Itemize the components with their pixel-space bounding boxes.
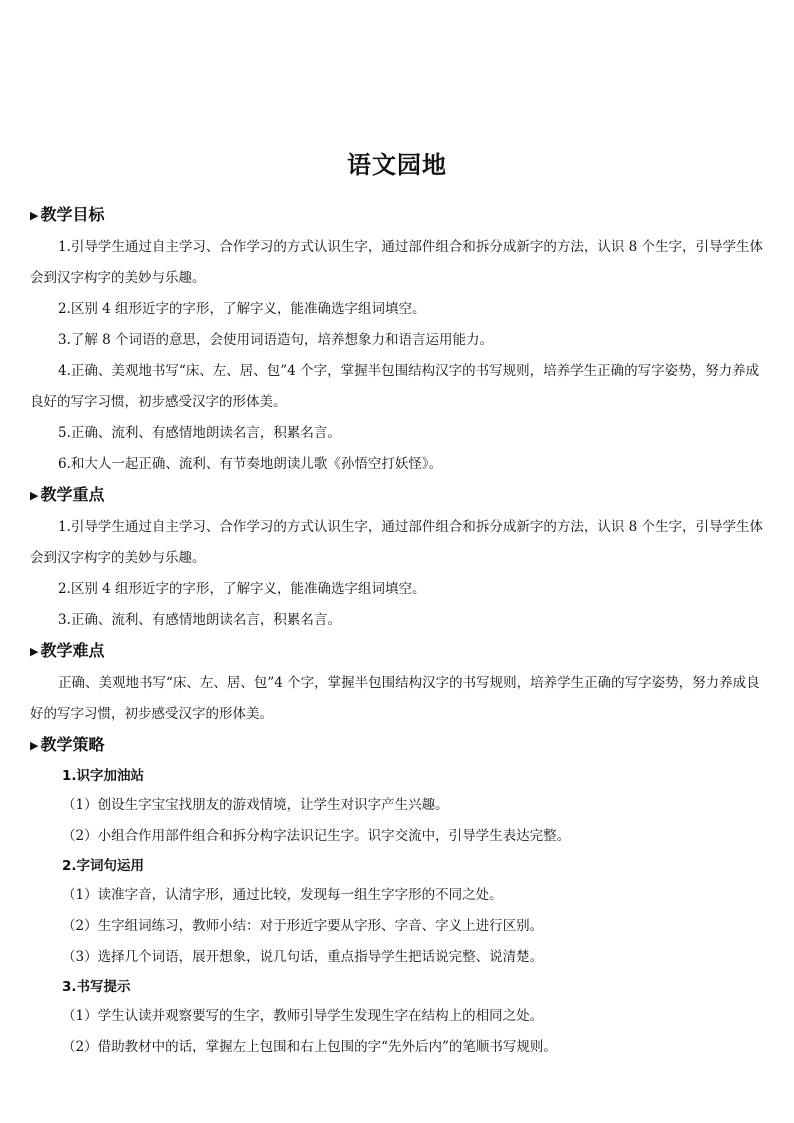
section-heading-strategy	[30, 734, 765, 758]
triangle-bullet-icon: ▶	[30, 645, 39, 658]
triangle-bullet-icon: ▶	[30, 489, 39, 502]
keypoint-item-1: 1.引导学生通过自主学习、合作学习的方式认识生字，通过部件组合和拆分成新字的方法，认识 8 个生字，引导学生体会到汉字构字的美妙与乐趣。	[30, 519, 764, 566]
strategy-item: （1）学生认读并观察要写的生字，教师引导学生发现生字在结构上的相同之处。	[62, 1008, 544, 1024]
section-heading-text: 教学目标	[40, 205, 105, 224]
strategy-item: （1）读准字音，认清字形，通过比较，发现每一组生字字形的不同之处。	[62, 887, 503, 903]
section-heading-keypoints	[30, 484, 765, 508]
goal-item-1: 1.引导学生通过自主学习、合作学习的方式认识生字，通过部件组合和拆分成新字的方法，认识 8 个生字，引导学生体会到汉字构字的美妙与乐趣。	[30, 239, 764, 286]
strategy-group-title-1: 1.识字加油站	[62, 768, 145, 784]
goal-item-6: 6.和大人一起正确、流利、有节奏地朗读儿歌《孙悟空打妖怪》。	[58, 456, 443, 472]
triangle-bullet-icon: ▶	[30, 209, 39, 222]
goal-item-3: 3.了解 8 个词语的意思，会使用词语造句，培养想象力和语言运用能力。	[58, 332, 494, 348]
section-heading-text: 教学策略	[40, 735, 105, 754]
keypoint-item-3: 3.正确、流利、有感情地朗读名言，积累名言。	[58, 612, 341, 628]
strategy-item: （2）生字组词练习，教师小结：对于形近字要从字形、字音、字义上进行区别。	[62, 918, 544, 934]
section-heading-text: 教学重点	[40, 485, 105, 504]
triangle-bullet-icon: ▶	[30, 739, 39, 752]
difficulty-text: 正确、美观地书写“床、左、居、包”4 个字，掌握半包围结构汉字的书写规则，培养学生正确的写字姿势，努力养成良好的写字习惯，初步感受汉字的形体美。	[30, 675, 760, 722]
section-heading-text: 教学难点	[40, 641, 105, 660]
keypoint-item-2: 2.区别 4 组形近字的字形，了解字义，能准确选字组词填空。	[58, 581, 426, 597]
strategy-item: （1）创设生字宝宝找朋友的游戏情境，让学生对识字产生兴趣。	[62, 797, 449, 813]
goal-item-4: 4.正确、美观地书写“床、左、居、包”4 个字，掌握半包围结构汉字的书写规则，培养学生正确的写字姿势，努力养成良好的写字习惯，初步感受汉字的形体美。	[30, 363, 760, 410]
goal-item-2: 2.区别 4 组形近字的字形，了解字义，能准确选字组词填空。	[58, 301, 426, 317]
document-body	[30, 200, 765, 1063]
strategy-item: （3）选择几个词语，展开想象，说几句话，重点指导学生把话说完整、说清楚。	[62, 949, 544, 965]
section-heading-goals	[30, 204, 765, 228]
strategy-item: （2）小组合作用部件组合和拆分构字法识记生字。识字交流中，引导学生表达完整。	[62, 828, 571, 844]
section-heading-difficulties	[30, 640, 765, 664]
page-title: 语文园地	[347, 151, 447, 179]
goal-item-5: 5.正确、流利、有感情地朗读名言，积累名言。	[58, 425, 341, 441]
strategy-item: （2）借助教材中的话，掌握左上包围和右上包围的字“先外后内”的笔顺书写规则。	[62, 1039, 557, 1055]
strategy-group-title-2: 2.字词句运用	[62, 858, 145, 874]
strategy-group-title-3: 3.书写提示	[62, 979, 131, 995]
